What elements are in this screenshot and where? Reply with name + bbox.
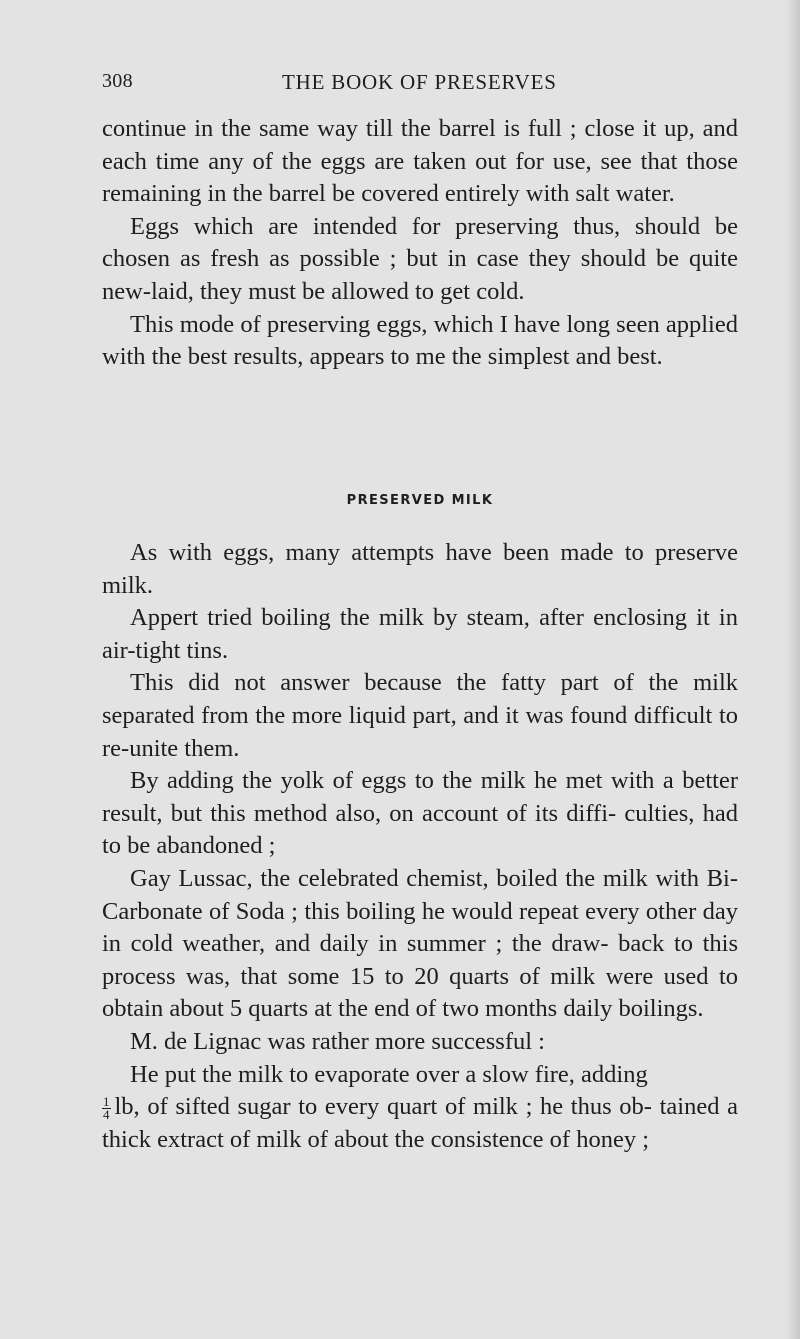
paragraph-eggs-mode: This mode of preserving eggs, which I have long seen applied with the best results, appears to me the simplest and best. — [102, 310, 738, 371]
fraction-quarter — [102, 1093, 111, 1122]
paragraph-milk-intro: As with eggs, many attempts have been made to preserve milk. — [102, 539, 738, 599]
paragraph-gay-lussac: Gay Lussac, the celebrated chemist, boiled the milk with Bi-Carbonate of Soda ; this boiling he would repeat every other day in cold weather, and daily in summer ; the draw- back to this process was, that some 15 to 20 quarts of milk were used to obtain about 5 quarts at the end of two months daily boilings. — [102, 864, 738, 1023]
page-edge-shadow — [786, 0, 800, 1339]
milk-section-text — [102, 537, 738, 1156]
paragraph-continuation: continue in the same way till the barrel is full ; close it up, and each time any of the eggs are taken out for use, see that those remaining in the barrel be covered entirely with salt water. — [102, 115, 738, 208]
paragraph-evaporate-line-1: He put the milk to evaporate over a slow fire, adding — [130, 1060, 648, 1088]
eggs-section-text — [102, 113, 738, 374]
page-number: 308 — [102, 70, 133, 92]
paragraph-evaporate-line-2: lb, of sifted sugar to every quart of milk ; he thus ob- tained a thick extract of milk of about the consistence of honey ; — [102, 1093, 738, 1153]
paragraph-lignac: M. de Lignac was rather more successful : — [130, 1027, 545, 1055]
page-header — [102, 70, 742, 98]
fraction-denominator: 4 — [103, 1106, 110, 1122]
paragraph-evaporate — [102, 1059, 738, 1157]
paragraph-eggs-fresh: Eggs which are intended for preserving thus, should be chosen as fresh as possible ; but in case they should be quite new-laid, they must be allowed to get cold. — [102, 212, 738, 305]
section-heading-preserved-milk: PRESERVED MILK — [346, 493, 494, 508]
paragraph-appert: Appert tried boiling the milk by steam, after enclosing it in air-tight tins. — [102, 604, 738, 664]
fraction-numerator: 1 — [103, 1093, 110, 1109]
running-title: THE BOOK OF PRESERVES — [282, 70, 557, 94]
paragraph-yolk: By adding the yolk of eggs to the milk he met with a better result, but this method also, on account of its diffi- culties, had to be abandoned ; — [102, 767, 738, 860]
paragraph-fatty-part: This did not answer because the fatty part of the milk separated from the more liquid part, and it was found difficult to re-unite them. — [102, 669, 738, 762]
